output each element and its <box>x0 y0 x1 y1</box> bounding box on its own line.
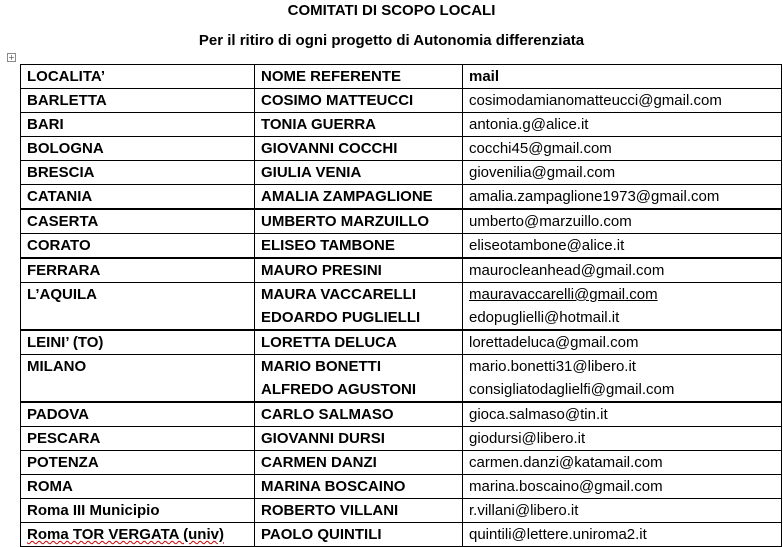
referente-name: MAURO PRESINI <box>261 262 382 279</box>
cell-localita <box>21 499 255 523</box>
cell-localita <box>21 451 255 475</box>
cell-localita <box>21 113 255 137</box>
referente-name: CARLO SALMASO <box>261 406 394 423</box>
document-subtitle: Per il ritiro di ogni progetto di Autonomia differenziata <box>198 32 585 49</box>
email-address[interactable]: giodursi@libero.it <box>469 430 586 447</box>
localita-text: POTENZA <box>27 454 99 471</box>
localita-text: CATANIA <box>27 188 93 205</box>
document-title: COMITATI DI SCOPO LOCALI <box>287 2 496 19</box>
localita-text: BARLETTA <box>27 92 107 109</box>
localita-text: Roma III Municipio <box>27 502 160 519</box>
cell-localita <box>21 523 255 547</box>
cell-nome-referente <box>255 499 463 523</box>
cell-mail <box>463 137 782 161</box>
referente-name: MARINA BOSCAINO <box>261 478 406 495</box>
email-address[interactable]: antonia.g@alice.it <box>469 116 589 133</box>
cell-nome-referente <box>255 427 463 451</box>
cell-mail <box>463 499 782 523</box>
cell-localita <box>21 402 255 427</box>
cell-localita <box>21 137 255 161</box>
email-address[interactable]: cosimodamianomatteucci@gmail.com <box>469 92 722 109</box>
table-row <box>21 355 782 403</box>
email-address[interactable]: eliseotambone@alice.it <box>469 237 625 254</box>
cell-localita <box>21 258 255 283</box>
cell-nome-referente <box>255 475 463 499</box>
table-move-handle-icon[interactable]: + <box>8 53 15 62</box>
referente-name: TONIA GUERRA <box>261 116 377 133</box>
cell-localita <box>21 89 255 113</box>
cell-localita <box>21 209 255 234</box>
referente-name: ALFREDO AGUSTONI <box>261 381 417 398</box>
cell-mail <box>463 185 782 210</box>
email-address[interactable]: umberto@marzuillo.com <box>469 213 632 230</box>
referente-name: PAOLO QUINTILI <box>261 526 382 543</box>
cell-localita <box>21 185 255 210</box>
cell-mail <box>463 234 782 259</box>
localita-text: BRESCIA <box>27 164 95 181</box>
table-row <box>21 475 782 499</box>
email-address[interactable]: marina.boscaino@gmail.com <box>469 478 663 495</box>
cell-nome-referente <box>255 137 463 161</box>
localita-text: ROMA <box>27 478 73 495</box>
localita-text: MILANO <box>27 358 87 375</box>
cell-mail <box>463 475 782 499</box>
cell-nome-referente <box>255 185 463 210</box>
table-row <box>21 330 782 355</box>
cell-nome-referente <box>255 234 463 259</box>
cell-nome-referente <box>255 451 463 475</box>
localita-text: PADOVA <box>27 406 89 423</box>
table-header-row <box>21 65 782 89</box>
cell-mail <box>463 427 782 451</box>
referente-name: ELISEO TAMBONE <box>261 237 395 254</box>
table-row <box>21 209 782 234</box>
cell-mail <box>463 209 782 234</box>
table-row <box>21 234 782 259</box>
referente-name: EDOARDO PUGLIELLI <box>261 309 421 326</box>
localita-text: PESCARA <box>27 430 101 447</box>
email-address[interactable]: gioca.salmaso@tin.it <box>469 406 608 423</box>
referente-name: LORETTA DELUCA <box>261 334 397 351</box>
cell-localita <box>21 161 255 185</box>
cell-localita <box>21 283 255 331</box>
header-nome-referente: NOME REFERENTE <box>255 65 463 89</box>
cell-nome-referente <box>255 161 463 185</box>
email-address[interactable]: cocchi45@gmail.com <box>469 140 612 157</box>
table-row <box>21 113 782 137</box>
localita-text: L’AQUILA <box>27 286 97 303</box>
email-address[interactable]: mario.bonetti31@libero.it <box>469 358 636 375</box>
table-row <box>21 523 782 547</box>
cell-localita <box>21 475 255 499</box>
cell-mail <box>463 523 782 547</box>
localita-text: BARI <box>27 116 64 133</box>
cell-mail <box>463 113 782 137</box>
email-address[interactable]: giovenilia@gmail.com <box>469 164 616 181</box>
email-address[interactable]: mauravaccarelli@gmail.com <box>469 286 658 303</box>
cell-mail <box>463 330 782 355</box>
cell-nome-referente <box>255 355 463 403</box>
cell-nome-referente <box>255 258 463 283</box>
localita-text: Roma TOR VERGATA (univ) <box>27 526 224 543</box>
localita-text: CORATO <box>27 237 91 254</box>
cell-localita <box>21 330 255 355</box>
email-address[interactable]: maurocleanhead@gmail.com <box>469 262 665 279</box>
cell-nome-referente <box>255 89 463 113</box>
cell-nome-referente <box>255 283 463 331</box>
table-row <box>21 258 782 283</box>
localita-text: BOLOGNA <box>27 140 104 157</box>
localita-text: CASERTA <box>27 213 99 230</box>
cell-mail <box>463 451 782 475</box>
table-row <box>21 402 782 427</box>
table-row <box>21 451 782 475</box>
referente-name: GIOVANNI COCCHI <box>261 140 398 157</box>
cell-nome-referente <box>255 209 463 234</box>
table-row <box>21 283 782 331</box>
cell-mail <box>463 258 782 283</box>
email-address[interactable]: lorettadeluca@gmail.com <box>469 334 639 351</box>
cell-localita <box>21 355 255 403</box>
header-localita: LOCALITA’ <box>21 65 255 89</box>
referente-name: GIULIA VENIA <box>261 164 362 181</box>
table-row <box>21 89 782 113</box>
cell-mail <box>463 283 782 331</box>
cell-nome-referente <box>255 113 463 137</box>
cell-localita <box>21 427 255 451</box>
cell-mail <box>463 161 782 185</box>
referente-name: ROBERTO VILLANI <box>261 502 399 519</box>
table-row <box>21 161 782 185</box>
localita-text: FERRARA <box>27 262 101 279</box>
table-row <box>21 427 782 451</box>
email-address[interactable]: r.villani@libero.it <box>469 502 579 519</box>
table-row <box>21 185 782 210</box>
cell-mail <box>463 402 782 427</box>
referente-name: CARMEN DANZI <box>261 454 377 471</box>
referente-name: MARIO BONETTI <box>261 358 381 375</box>
referente-name: COSIMO MATTEUCCI <box>261 92 414 109</box>
table-row <box>21 499 782 523</box>
cell-nome-referente <box>255 330 463 355</box>
email-address[interactable]: quintili@lettere.uniroma2.it <box>469 526 647 543</box>
cell-mail <box>463 355 782 403</box>
contacts-table <box>20 64 782 547</box>
cell-nome-referente <box>255 523 463 547</box>
email-address[interactable]: consigliatodaglielfi@gmail.com <box>469 381 675 398</box>
header-mail: mail <box>463 65 782 89</box>
cell-mail <box>463 89 782 113</box>
email-address[interactable]: amalia.zampaglione1973@gmail.com <box>469 188 720 205</box>
email-address[interactable]: edopuglielli@hotmail.it <box>469 309 620 326</box>
localita-text: LEINI’ (TO) <box>27 334 104 351</box>
cell-localita <box>21 234 255 259</box>
email-address[interactable]: carmen.danzi@katamail.com <box>469 454 663 471</box>
referente-name: AMALIA ZAMPAGLIONE <box>261 188 433 205</box>
referente-name: MAURA VACCARELLI <box>261 286 416 303</box>
referente-name: UMBERTO MARZUILLO <box>261 213 430 230</box>
referente-name: GIOVANNI DURSI <box>261 430 385 447</box>
cell-nome-referente <box>255 402 463 427</box>
table-row <box>21 137 782 161</box>
